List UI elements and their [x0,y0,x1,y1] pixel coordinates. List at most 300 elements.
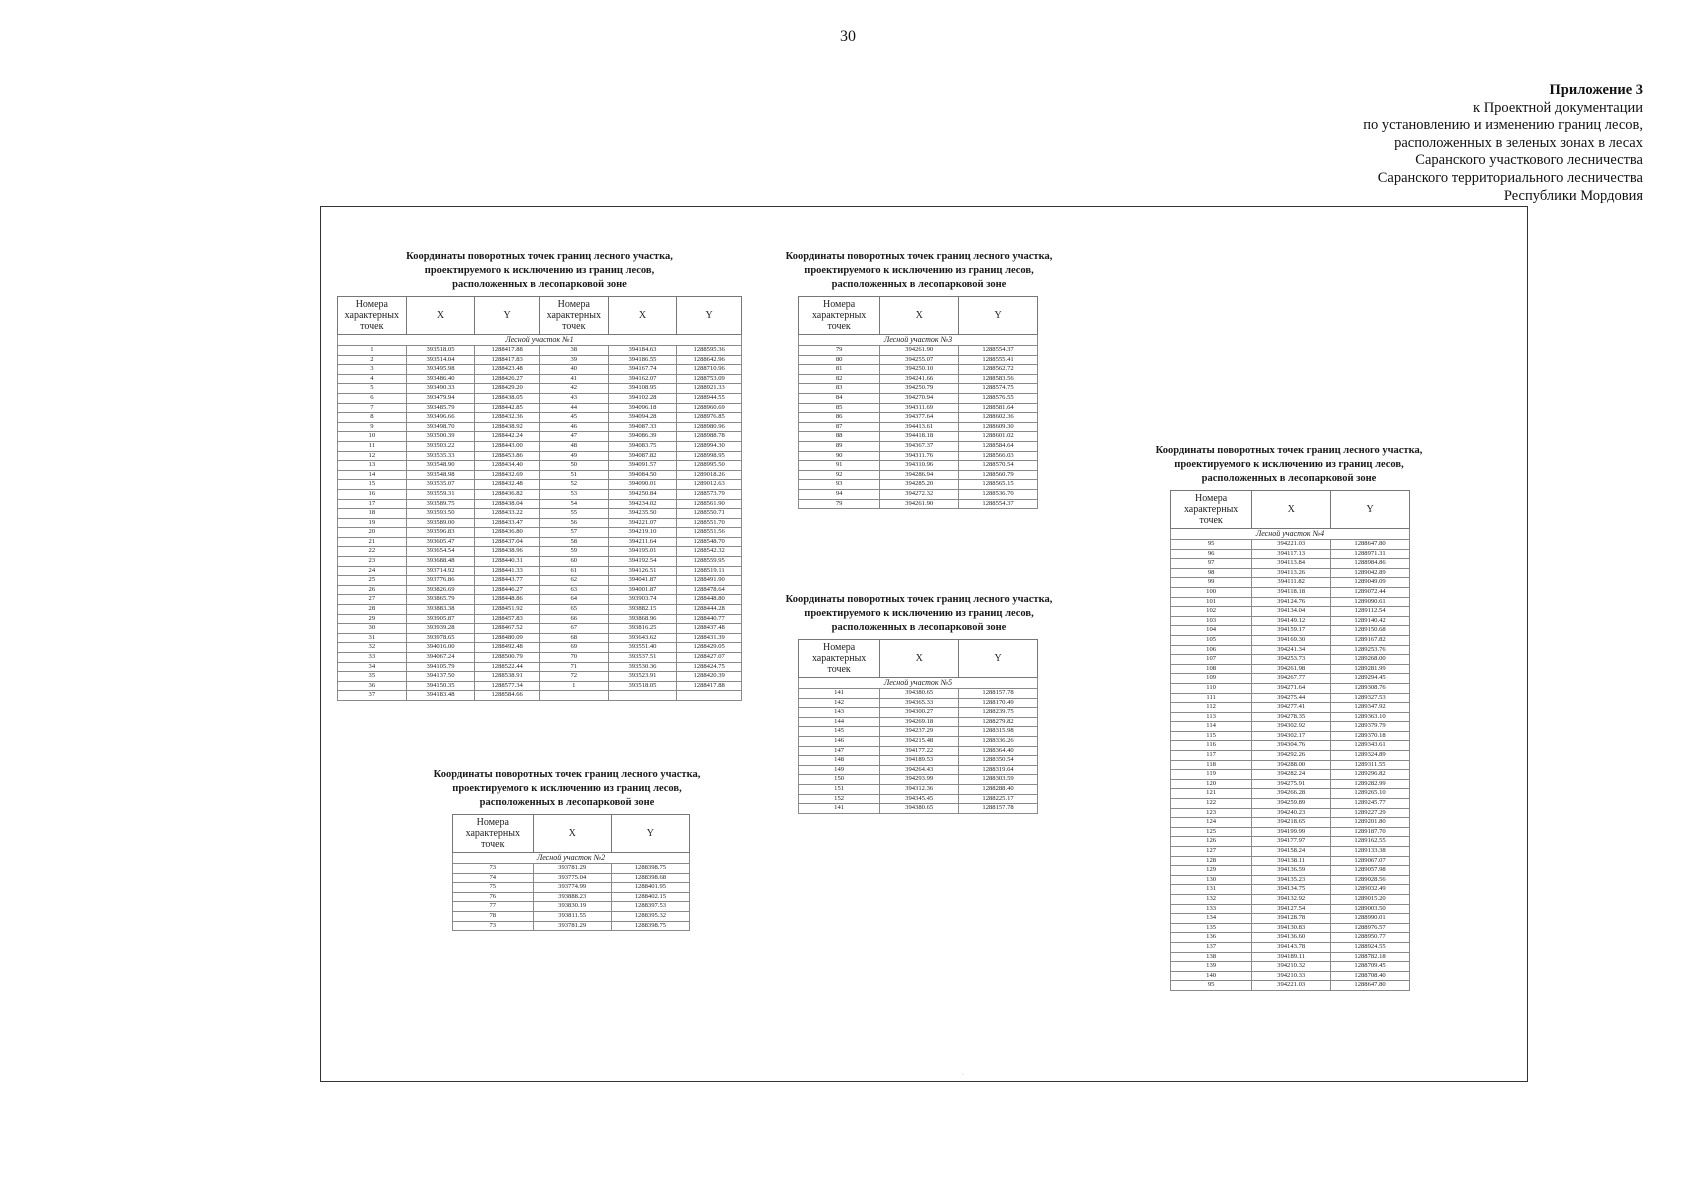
x-cell: 394310.96 [880,461,959,471]
point-number-cell: 97 [1171,559,1252,569]
table-row [1171,683,1410,693]
y-cell: 1288554.37 [959,346,1038,356]
table-row [1171,923,1410,933]
table-row [1171,770,1410,780]
table-row [1171,779,1410,789]
x-cell: 394264.43 [880,765,959,775]
point-number-cell: 47 [539,432,608,442]
x-cell: 394272.32 [880,489,959,499]
y-cell: 1288519.11 [677,566,742,576]
point-number-cell: 13 [338,461,407,471]
point-number-cell: 24 [338,566,407,576]
column-header-points: Номера характерных точек [799,640,880,678]
x-cell: 394128.78 [1252,914,1331,924]
table-row [1171,578,1410,588]
appendix-header [1363,82,1643,205]
point-number-cell: 104 [1171,626,1252,636]
point-number-cell: 39 [539,355,608,365]
table-row [799,784,1038,794]
y-cell [677,691,742,701]
x-cell: 394293.99 [880,775,959,785]
table-row [1171,894,1410,904]
table-row [1171,568,1410,578]
point-number-cell: 41 [539,374,608,384]
point-number-cell: 123 [1171,808,1252,818]
x-cell: 393548.98 [406,470,475,480]
point-number-cell: 147 [799,746,880,756]
point-number-cell: 140 [1171,971,1252,981]
point-number-cell: 86 [799,413,880,423]
table-row [1171,885,1410,895]
point-number-cell: 127 [1171,847,1252,857]
point-number-cell: 3 [338,365,407,375]
x-cell: 393559.31 [406,489,475,499]
table-row [799,403,1038,413]
table-row [338,547,742,557]
x-cell: 393883.38 [406,605,475,615]
x-cell: 394275.91 [1252,779,1331,789]
point-number-cell: 63 [539,585,608,595]
caption-line: Координаты поворотных точек границ лесного участка, [433,769,701,780]
point-number-cell: 54 [539,499,608,509]
table-row [1171,847,1410,857]
y-cell: 1288436.82 [475,489,540,499]
table-row [799,708,1038,718]
column-header-x: X [533,815,611,853]
x-cell: 393495.98 [406,365,475,375]
plot-row [453,853,690,864]
table-row [799,746,1038,756]
point-number-cell: 4 [338,374,407,384]
y-cell: 1288440.31 [475,557,540,567]
point-number-cell: 42 [539,384,608,394]
table-row [338,643,742,653]
table-row [338,470,742,480]
table-row [338,374,742,384]
point-number-cell: 71 [539,662,608,672]
y-cell: 1288170.49 [959,698,1038,708]
point-number-cell: 79 [799,346,880,356]
point-number-cell: 141 [799,804,880,814]
table-row [1171,587,1410,597]
x-cell: 394266.28 [1252,789,1331,799]
y-cell: 1289018.26 [677,470,742,480]
y-cell: 1288950.77 [1331,933,1410,943]
x-cell: 394083.75 [608,441,677,451]
table-row [799,480,1038,490]
table-row [1171,875,1410,885]
y-cell: 1288500.79 [475,653,540,663]
point-number-cell: 61 [539,566,608,576]
x-cell: 394096.18 [608,403,677,413]
point-number-cell: 96 [1171,549,1252,559]
y-cell: 1289032.49 [1331,885,1410,895]
table-row [338,624,742,634]
appendix-title: Приложение 3 [1549,82,1643,98]
point-number-cell: 33 [338,653,407,663]
y-cell: 1288303.59 [959,775,1038,785]
x-cell: 394255.07 [880,355,959,365]
plot-row [1171,529,1410,540]
table-row [338,489,742,499]
point-number-cell: 14 [338,470,407,480]
point-number-cell: 99 [1171,578,1252,588]
table-row [1171,731,1410,741]
y-cell: 1288492.48 [475,643,540,653]
x-cell: 394218.65 [1252,818,1331,828]
y-cell: 1288457.83 [475,614,540,624]
point-number-cell: 87 [799,422,880,432]
x-cell: 394261.90 [880,346,959,356]
table-caption [762,250,1076,292]
point-number-cell: 31 [338,633,407,643]
y-cell: 1288350.54 [959,756,1038,766]
x-cell: 393978.65 [406,633,475,643]
point-number-cell: 136 [1171,933,1252,943]
point-number-cell: 49 [539,451,608,461]
y-cell: 1288995.50 [677,461,742,471]
column-header-y: Y [611,815,689,853]
point-number-cell: 141 [799,689,880,699]
x-cell: 393688.48 [406,557,475,567]
point-number-cell: 94 [799,489,880,499]
x-cell: 394235.50 [608,509,677,519]
y-cell: 1288924.55 [1331,942,1410,952]
point-number-cell: 148 [799,756,880,766]
y-cell: 1288522.44 [475,662,540,672]
page-number: 30 [840,28,856,45]
y-cell: 1288319.64 [959,765,1038,775]
x-cell: 394134.75 [1252,885,1331,895]
x-cell: 394302.92 [1252,722,1331,732]
table-row [1171,664,1410,674]
y-cell: 1288442.85 [475,403,540,413]
y-cell: 1288438.96 [475,547,540,557]
x-cell: 393593.50 [406,509,475,519]
point-number-cell: 131 [1171,885,1252,895]
x-cell: 393826.69 [406,585,475,595]
y-cell: 1288442.24 [475,432,540,442]
table-row [338,393,742,403]
x-cell: 394285.20 [880,480,959,490]
y-cell: 1289003.50 [1331,904,1410,914]
y-cell: 1288432.36 [475,413,540,423]
point-number-cell: 73 [453,864,534,874]
x-cell: 394091.57 [608,461,677,471]
x-cell: 394124.76 [1252,597,1331,607]
point-number-cell: 66 [539,614,608,624]
point-number-cell: 60 [539,557,608,567]
y-cell: 1288239.75 [959,708,1038,718]
table-row [338,422,742,432]
point-number-cell: 138 [1171,952,1252,962]
point-number-cell: 129 [1171,866,1252,876]
x-cell: 394259.89 [1252,799,1331,809]
point-number-cell: 115 [1171,731,1252,741]
table-row [338,403,742,413]
point-number-cell: 80 [799,355,880,365]
y-cell: 1289347.92 [1331,703,1410,713]
appendix-line: Саранского территориального лесничества [1377,169,1643,186]
point-number-cell: 120 [1171,779,1252,789]
table-row [799,689,1038,699]
x-cell: 393781.29 [533,864,611,874]
point-number-cell: 50 [539,461,608,471]
y-cell: 1288426.27 [475,374,540,384]
point-number-cell: 34 [338,662,407,672]
y-cell: 1289133.38 [1331,847,1410,857]
table-row [1171,952,1410,962]
table-row [799,736,1038,746]
point-number-cell: 59 [539,547,608,557]
x-cell: 394278.35 [1252,712,1331,722]
caption-line: расположенных в лесопарковой зоне [1201,473,1377,484]
x-cell: 393479.94 [406,393,475,403]
x-cell: 394282.24 [1252,770,1331,780]
y-cell: 1288601.02 [959,432,1038,442]
y-cell: 1288998.95 [677,451,742,461]
y-cell: 1288431.39 [677,633,742,643]
y-cell: 1288438.92 [475,422,540,432]
table-row [799,804,1038,814]
point-number-cell: 27 [338,595,407,605]
column-header-y: Y [1331,491,1410,529]
y-cell: 1288976.85 [677,413,742,423]
x-cell: 393537.51 [608,653,677,663]
plot-row [799,335,1038,346]
table-body [453,853,690,931]
y-cell: 1288402.15 [611,892,689,902]
point-number-cell: 23 [338,557,407,567]
x-cell: 394234.02 [608,499,677,509]
table-row [1171,741,1410,751]
x-cell: 393535.33 [406,451,475,461]
y-cell: 1288609.30 [959,422,1038,432]
point-number-cell: 112 [1171,703,1252,713]
y-cell: 1289057.98 [1331,866,1410,876]
coordinates-table [452,814,690,931]
point-number-cell: 85 [799,403,880,413]
y-cell: 1289308.76 [1331,683,1410,693]
x-cell: 394261.90 [880,499,959,509]
point-number-cell: 121 [1171,789,1252,799]
x-cell: 393811.55 [533,911,611,921]
y-cell: 1288448.80 [677,595,742,605]
table-row [799,489,1038,499]
table-row [1171,549,1410,559]
y-cell: 1288157.78 [959,804,1038,814]
y-cell: 1288562.72 [959,365,1038,375]
x-cell: 394380.65 [880,804,959,814]
y-cell: 1288708.40 [1331,971,1410,981]
table-row [338,614,742,624]
y-cell: 1289150.68 [1331,626,1410,636]
x-cell: 393514.04 [406,355,475,365]
column-header-y: Y [959,297,1038,335]
point-number-cell: 69 [539,643,608,653]
table-row [799,717,1038,727]
x-cell: 394016.00 [406,643,475,653]
y-cell: 1288401.95 [611,883,689,893]
coordinates-block-plot-2 [412,768,722,931]
table-body [799,335,1038,509]
x-cell: 394169.30 [1252,635,1331,645]
x-cell: 394250.10 [880,365,959,375]
point-number-cell: 5 [338,384,407,394]
table-row [799,441,1038,451]
point-number-cell: 7 [338,403,407,413]
column-header-points: Номера характерных точек [799,297,880,335]
column-header-x: X [406,297,475,335]
y-cell: 1289140.42 [1331,616,1410,626]
point-number-cell: 8 [338,413,407,423]
point-number-cell: 107 [1171,655,1252,665]
caption-line: Координаты поворотных точек границ лесного участка, [406,251,673,262]
x-cell: 394186.55 [608,355,677,365]
y-cell: 1288364.40 [959,746,1038,756]
x-cell: 394210.33 [1252,971,1331,981]
table-row [799,422,1038,432]
x-cell: 394159.17 [1252,626,1331,636]
table-row [1171,751,1410,761]
point-number-cell: 137 [1171,942,1252,952]
point-number-cell: 17 [338,499,407,509]
x-cell: 394137.50 [406,672,475,682]
point-number-cell: 16 [338,489,407,499]
y-cell: 1289379.79 [1331,722,1410,732]
point-number-cell: 65 [539,605,608,615]
y-cell: 1289370.18 [1331,731,1410,741]
table-row [1171,597,1410,607]
y-cell: 1288420.39 [677,672,742,682]
y-cell: 1288440.77 [677,614,742,624]
plot-label: Лесной участок №2 [453,853,690,864]
table-body [338,335,742,701]
x-cell: 393535.07 [406,480,475,490]
x-cell: 393518.05 [608,681,677,691]
x-cell: 393776.86 [406,576,475,586]
plot-row [338,335,742,346]
point-number-cell: 1 [539,681,608,691]
table-row [338,537,742,547]
x-cell: 393548.90 [406,461,475,471]
point-number-cell: 32 [338,643,407,653]
point-number-cell: 26 [338,585,407,595]
table-row [338,672,742,682]
point-number-cell: 84 [799,393,880,403]
y-cell: 1289268.00 [1331,655,1410,665]
table-row [799,346,1038,356]
y-cell: 1289253.76 [1331,645,1410,655]
point-number-cell: 114 [1171,722,1252,732]
caption-line: проектируемого к исключению из границ лесов, [804,608,1034,619]
table-row [1171,962,1410,972]
table-row [338,441,742,451]
x-cell: 394241.34 [1252,645,1331,655]
y-cell: 1288990.01 [1331,914,1410,924]
table-row [338,461,742,471]
x-cell: 393596.83 [406,528,475,538]
table-row [338,595,742,605]
y-cell: 1288433.22 [475,509,540,519]
x-cell: 394261.98 [1252,664,1331,674]
x-cell: 393868.96 [608,614,677,624]
point-number-cell: 2 [338,355,407,365]
x-cell: 394269.18 [880,717,959,727]
y-cell: 1289343.61 [1331,741,1410,751]
x-cell: 394134.04 [1252,607,1331,617]
x-cell: 394367.37 [880,441,959,451]
x-cell: 394219.10 [608,528,677,538]
y-cell: 1288438.05 [475,393,540,403]
x-cell: 394067.24 [406,653,475,663]
point-number-cell: 124 [1171,818,1252,828]
point-number-cell: 35 [338,672,407,682]
x-cell: 393485.79 [406,403,475,413]
table-row [338,662,742,672]
point-number-cell: 105 [1171,635,1252,645]
y-cell: 1288542.32 [677,547,742,557]
table-row [799,756,1038,766]
x-cell: 394150.35 [406,681,475,691]
y-cell: 1288581.64 [959,403,1038,413]
point-number-cell: 55 [539,509,608,519]
y-cell: 1288453.86 [475,451,540,461]
column-header-points: Номера характерных точек [453,815,534,853]
y-cell: 1288336.26 [959,736,1038,746]
x-cell: 394126.51 [608,566,677,576]
y-cell: 1289187.70 [1331,827,1410,837]
y-cell: 1288538.91 [475,672,540,682]
y-cell: 1288555.41 [959,355,1038,365]
point-number-cell: 57 [539,528,608,538]
y-cell: 1288443.77 [475,576,540,586]
y-cell: 1288491.90 [677,576,742,586]
point-number-cell: 95 [1171,540,1252,550]
table-row [1171,827,1410,837]
y-cell: 1288478.64 [677,585,742,595]
y-cell: 1288398.75 [611,921,689,931]
y-cell: 1288561.90 [677,499,742,509]
table-row [1171,760,1410,770]
y-cell: 1288642.96 [677,355,742,365]
x-cell: 394167.74 [608,365,677,375]
point-number-cell: 18 [338,509,407,519]
x-cell: 393775.04 [533,873,611,883]
y-cell: 1288583.56 [959,374,1038,384]
x-cell: 393654.54 [406,547,475,557]
column-header-y: Y [959,640,1038,678]
coordinates-block-plot-3 [762,250,1076,509]
y-cell: 1289282.99 [1331,779,1410,789]
point-number-cell: 30 [338,624,407,634]
point-number-cell: 12 [338,451,407,461]
y-cell: 1289167.82 [1331,635,1410,645]
point-number-cell: 21 [338,537,407,547]
y-cell: 1288437.48 [677,624,742,634]
y-cell: 1288157.78 [959,689,1038,699]
point-number-cell: 116 [1171,741,1252,751]
y-cell: 1288782.18 [1331,952,1410,962]
point-number-cell: 11 [338,441,407,451]
point-number-cell: 122 [1171,799,1252,809]
coordinates-table [798,296,1038,509]
point-number-cell: 151 [799,784,880,794]
x-cell: 394413.61 [880,422,959,432]
x-cell: 394102.28 [608,393,677,403]
point-number-cell: 134 [1171,914,1252,924]
table-row [1171,971,1410,981]
